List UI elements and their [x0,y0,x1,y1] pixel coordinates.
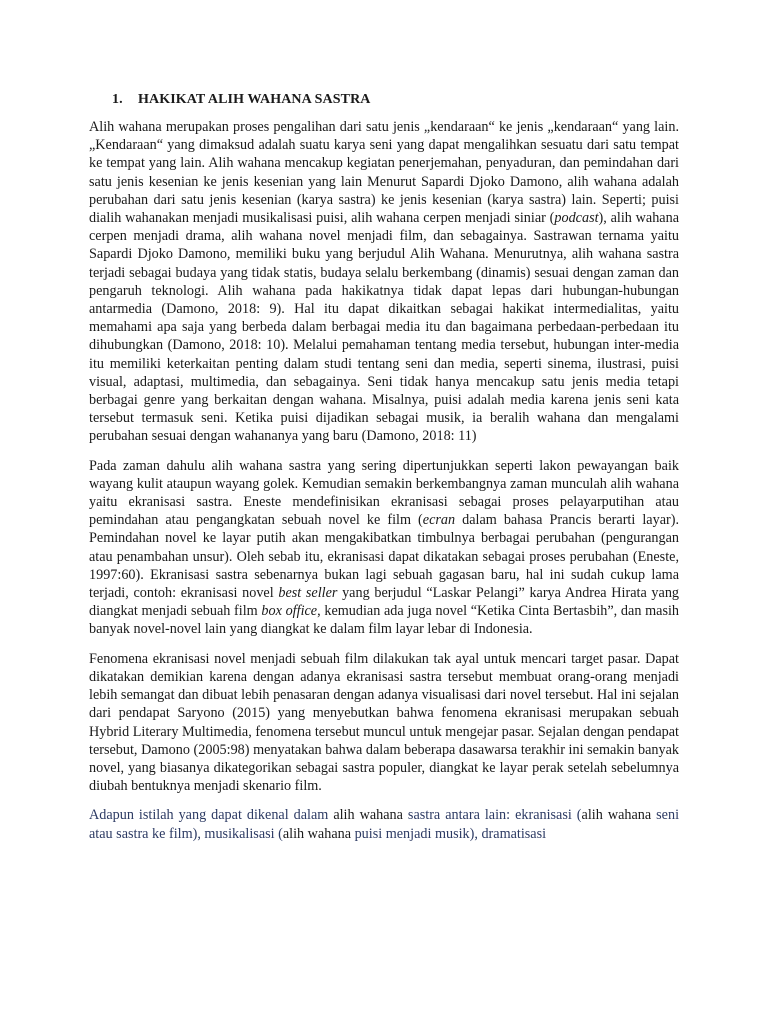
italic-term: podcast [554,210,599,227]
text-segment: sastra antara lain: ekranisasi ( [402,807,582,824]
paragraph [89,457,679,639]
section-title: HAKIKAT ALIH WAHANA SASTRA [138,92,371,107]
italic-term: box office [261,603,318,620]
text-segment: alih wahana [282,825,352,842]
italic-term: ecran [422,512,456,529]
section-number: 1. [112,92,123,107]
text-segment: , kemudian ada juga novel “Ketika Cinta Bertasbih”, dan masih banyak novel-novel lain yang diangkat ke dalam film layar lebar di Indonesia. [89,603,679,638]
section-heading [112,92,679,108]
text-segment: ), alih wahana cerpen menjadi drama, alih wahana novel menjadi film, dan sebagainya. Sastrawan ternama yaitu Sapardi Djoko Damono, memiliki buku yang berjudul Alih Wahana. Menurutnya, alih wahana sastra terjadi sebagai budaya yang tidak statis, budaya selalu berkembang (dinamis) sesuai dengan zaman dan pengaruh teknologi. Alih wahana pada hakikatnya tidak dapat lepas dari hubungan-hubungan antarmedia (Damono, 2018: 9). Hal itu dapat dikaitkan sebagai hakikat intermedialitas, yaitu memahami apa saja yang berbeda dalam berbagai media itu dan bagaimana perbedaan-perbedaan itu dihubungkan (Damono, 2018: 10). Melalui pemahaman tentang media tersebut, hubungan inter-media itu memiliki keterkaitan penting dalam studi tentang seni dan media, seperti sinema, ilustrasi, puisi visual, adaptasi, multimedia, dan sebagainya. Seni tidak hanya mencakup satu jenis media tetapi berbagai genre yang berkaitan dengan wahana. Misalnya, puisi adalah media karena jenis seni kata tersebut termasuk seni. Ketika puisi dijadikan sebagai musik, ia beralih wahana dan mengalami perubahan sesuai dengan wahananya yang baru (Damono, 2018: 11) [89,210,679,445]
text-segment: seni atau sastra ke film), musikalisasi ( [89,807,680,842]
paragraph [89,806,679,842]
text-segment: Adapun istilah yang dapat dikenal dalam [89,807,334,824]
paragraph [89,118,679,446]
text-segment: Fenomena ekranisasi novel menjadi sebuah film dilakukan tak ayal untuk mencari target pasar. Dapat dikatakan demikian karena dengan adanya ekranisasi sastra tersebut membuat orang-orang menjadi lebih semangat dan dibuat lebih penasaran dengan adanya visualisasi dari novel tersebut. Hal ini sejalan dari pendapat Saryono (2015) yang menyebutkan bahwa fenomena ekranisasi merupakan sebuah Hybrid Literary Multimedia, fenomena tersebut muncul untuk mengejar pasar. Sejalan dengan pendapat tersebut, Damono (2005:98) menyatakan bahwa dalam beberapa dasawarsa terakhir ini semakin banyak novel, yang biasanya dikategorikan sebagai sastra populer, diangkat ke layar perak setelah sebelumnya diubah bentuknya menjadi skenario film. [89,650,679,795]
text-segment: Alih wahana merupakan proses pengalihan dari satu jenis „kendaraan“ ke jenis „kendaraan“ yang lain. „Kendaraan“ yang dimaksud adalah suatu karya seni yang dapat mengalihkan sesuatu dari satu tempat ke tempat yang lain. Alih wahana mencakup kegiatan penerjemahan, penyaduran, dan pemindahan dari satu jenis kesenian ke jenis kesenian yang lain Menurut Sapardi Djoko Damono, alih wahana adalah perubahan dari satu jenis kesenian (karya sastra) ke jenis kesenian (karya sastra) lain. Seperti; puisi dialih wahanakan menjadi musikalisasi puisi, alih wahana cerpen menjadi siniar ( [89,119,679,227]
body-text [89,118,679,843]
text-segment: puisi menjadi musik), dramatisasi [351,825,547,842]
document-page [89,92,679,854]
text-segment: yang berjudul “Laskar Pelangi” karya Andrea Hirata yang diangkat menjadi sebuah film [89,585,680,620]
text-segment: alih wahana [581,807,652,824]
italic-term: best seller [278,585,338,602]
paragraph [89,650,679,796]
text-segment: alih wahana [333,807,403,824]
text-segment: dalam bahasa Prancis berarti layar). Pemindahan novel ke layar putih akan mengakibatkan timbulnya berbagai perubahan (pengurangan atau penambahan unsur). Oleh sebab itu, ekranisasi dapat dikatakan sebagai proses perubahan (Eneste, 1997:60). Ekranisasi sastra sebenarnya bukan lagi sebuah gagasan baru, hal ini sudah cukup lama terjadi, contoh: ekranisasi novel [89,512,679,602]
text-segment: Pada zaman dahulu alih wahana sastra yang sering dipertunjukkan seperti lakon pewayangan baik wayang kulit ataupun wayang golek. Kemudian semakin berkembangnya zaman munculah alih wahana yaitu ekranisasi sastra. Eneste mendefinisikan ekranisasi sebagai proses pelayarputihan atau pemindahan atau pengangkatan sebuah novel ke film ( [89,457,679,529]
